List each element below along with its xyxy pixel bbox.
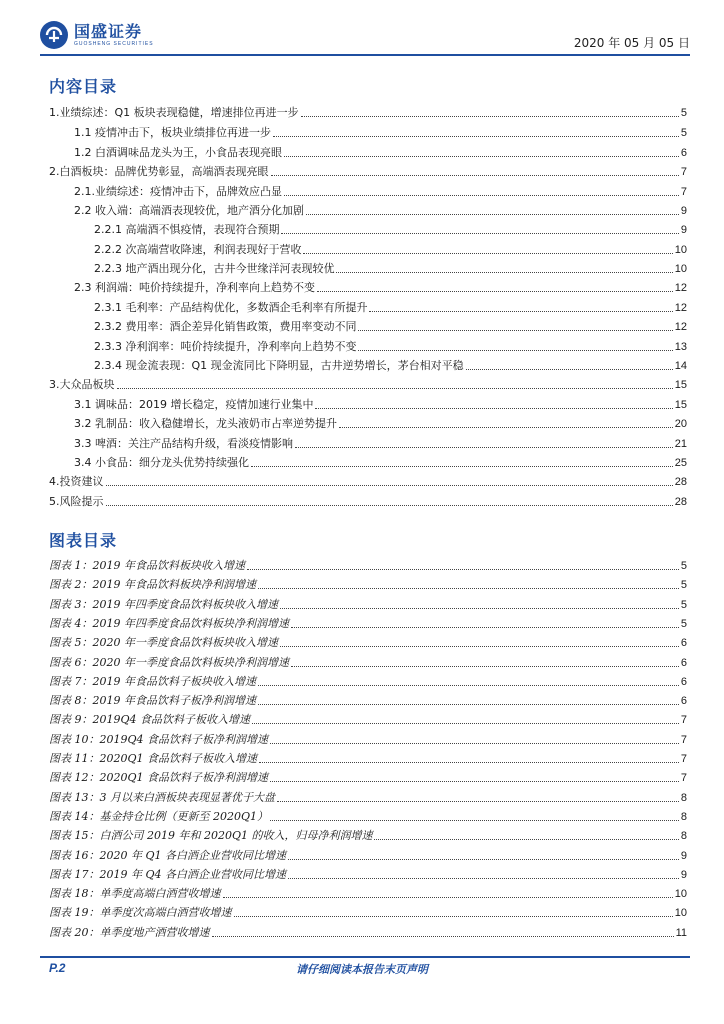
dot-leader xyxy=(281,233,678,234)
figures-entry[interactable] xyxy=(49,654,687,670)
contents-entry[interactable] xyxy=(49,163,687,179)
figures-entry-label: 图表 8：2019 年食品饮料子板净利润增速 xyxy=(49,694,256,708)
figures-entry-page: 10 xyxy=(674,888,687,901)
dot-leader xyxy=(234,916,673,917)
dot-leader xyxy=(339,427,673,428)
dot-leader xyxy=(369,311,672,312)
contents-entry-label: 4.投资建议 xyxy=(49,475,104,488)
contents-entry-label: 2.3.4 现金流表现：Q1 现金流同比下降明显，古井逆势增长，茅台相对平稳 xyxy=(94,359,464,372)
contents-entry[interactable] xyxy=(74,279,687,295)
figures-entry[interactable] xyxy=(49,711,687,727)
contents-entry[interactable] xyxy=(94,357,687,373)
dot-leader xyxy=(223,897,673,898)
figures-entry-label: 图表 15：白酒公司 2019 年和 2020Q1 的收入，归母净利润增速 xyxy=(49,829,373,843)
figures-entry-page: 5 xyxy=(680,598,687,611)
contents-entry-label: 5.风险提示 xyxy=(49,495,104,508)
figures-entry-label: 图表 14：基金持仓比例（更新至 2020Q1） xyxy=(49,809,268,823)
contents-entry[interactable] xyxy=(94,241,687,257)
contents-entry-label: 1.1 疫情冲击下，板块业绩排位再进一步 xyxy=(74,126,271,139)
dot-leader xyxy=(252,723,679,724)
figures-entry[interactable] xyxy=(49,557,687,573)
report-date: 2020 年 05 月 05 日 xyxy=(573,36,690,50)
contents-title: 内容目录 xyxy=(49,77,118,96)
contents-entry-page: 21 xyxy=(674,438,687,450)
contents-entry-page: 6 xyxy=(680,147,687,159)
figures-entry-label: 图表 18：单季度高端白酒营收增速 xyxy=(49,887,221,901)
figures-entry-label: 图表 10：2019Q4 食品饮料子板净利润增速 xyxy=(49,732,268,746)
figures-entry-label: 图表 13：3 月以来白酒板块表现显著优于大盘 xyxy=(49,790,275,804)
dot-leader xyxy=(301,116,679,117)
figures-entry[interactable] xyxy=(49,576,687,592)
dot-leader xyxy=(466,369,673,370)
figures-entry-page: 9 xyxy=(680,868,687,881)
figures-entry[interactable] xyxy=(49,692,687,708)
contents-entry-page: 5 xyxy=(680,127,687,139)
contents-entry-label: 2.3.3 净利润率：吨价持续提升，净利率向上趋势不变 xyxy=(94,340,357,353)
contents-entry-label: 2.3 利润端：吨价持续提升，净利率向上趋势不变 xyxy=(74,281,315,294)
footer-divider xyxy=(40,956,690,958)
dot-leader xyxy=(306,214,679,215)
figures-entry-page: 7 xyxy=(680,714,687,727)
figures-entry[interactable] xyxy=(49,885,687,901)
dot-leader xyxy=(295,447,673,448)
figures-entry[interactable] xyxy=(49,789,687,805)
contents-entry-label: 3.大众品板块 xyxy=(49,378,115,391)
dot-leader xyxy=(271,175,679,176)
contents-entry-label: 2.3.2 费用率：酒企差异化销售政策，费用率变动不同 xyxy=(94,320,357,333)
contents-entry[interactable] xyxy=(74,202,687,218)
dot-leader xyxy=(270,781,679,782)
figures-entry[interactable] xyxy=(49,769,687,785)
figures-entry-page: 6 xyxy=(680,637,687,650)
dot-leader xyxy=(291,666,679,667)
dot-leader xyxy=(358,330,672,331)
figures-entry-label: 图表 12：2020Q1 食品饮料子板净利润增速 xyxy=(49,771,268,785)
figures-entry-page: 8 xyxy=(680,830,687,843)
figures-entry-label: 图表 2：2019 年食品饮料板块净利润增速 xyxy=(49,578,256,592)
contents-entry[interactable] xyxy=(49,104,687,120)
contents-entry-page: 20 xyxy=(674,418,687,430)
figures-entry-page: 9 xyxy=(680,849,687,862)
contents-entry-page: 13 xyxy=(674,341,687,353)
figures-entry-page: 7 xyxy=(680,753,687,765)
figures-entry[interactable] xyxy=(49,827,687,843)
contents-entry-label: 2.2 收入端：高端酒表现较优，地产酒分化加剧 xyxy=(74,204,304,217)
dot-leader xyxy=(374,839,678,840)
figures-entry-label: 图表 3：2019 年四季度食品饮料板块收入增速 xyxy=(49,597,278,611)
dot-leader xyxy=(280,608,679,609)
figures-entry-page: 6 xyxy=(680,656,687,669)
dot-leader xyxy=(317,291,673,292)
contents-entry-page: 25 xyxy=(674,457,687,469)
contents-entry-page: 12 xyxy=(674,282,687,294)
contents-entry-label: 2.3.1 毛利率：产品结构优化，多数酒企毛利率有所提升 xyxy=(94,301,368,314)
contents-entry-page: 12 xyxy=(674,321,687,333)
contents-entry-page: 15 xyxy=(674,399,687,411)
dot-leader xyxy=(284,195,679,196)
contents-entry-page: 15 xyxy=(674,379,687,391)
contents-entry-page: 28 xyxy=(674,476,687,488)
contents-entry[interactable] xyxy=(74,183,687,199)
figures-entry-label: 图表 6：2020 年一季度食品饮料板块净利润增速 xyxy=(49,655,289,669)
figures-entry-page: 6 xyxy=(680,695,687,708)
dot-leader xyxy=(258,704,679,705)
contents-entry-label: 1.业绩综述：Q1 板块表现稳健，增速排位再进一步 xyxy=(49,106,299,119)
contents-entry-label: 3.2 乳制品：收入稳健增长，龙头液奶市占率逆势提升 xyxy=(74,417,337,430)
figures-entry-page: 6 xyxy=(680,675,687,688)
dot-leader xyxy=(273,136,679,137)
contents-entry-label: 3.1 调味品：2019 增长稳定，疫情加速行业集中 xyxy=(74,398,314,411)
dot-leader xyxy=(258,685,679,686)
disclaimer-notice: 请仔细阅读本报告末页声明 xyxy=(296,963,428,976)
contents-entry-label: 2.2.1 高端酒不惧疫情，表现符合预期 xyxy=(94,223,280,236)
contents-entry-page: 10 xyxy=(674,263,687,275)
contents-entry-label: 2.1.业绩综述：疫情冲击下，品牌效应凸显 xyxy=(74,185,282,198)
contents-entry-page: 7 xyxy=(680,166,687,178)
contents-entry[interactable] xyxy=(94,299,687,315)
dot-leader xyxy=(259,762,679,763)
figures-entry-page: 5 xyxy=(680,560,687,572)
figures-entry-label: 图表 16：2020 年 Q1 各白酒企业营收同比增速 xyxy=(49,848,286,862)
dot-leader xyxy=(106,485,673,486)
contents-entry-label: 2.2.2 次高端营收降速，利润表现好于营收 xyxy=(94,243,302,256)
figures-entry-label: 图表 4：2019 年四季度食品饮料板块净利润增速 xyxy=(49,616,289,630)
contents-entry-label: 1.2 白酒调味品龙头为王，小食品表现亮眼 xyxy=(74,146,282,159)
contents-entry[interactable] xyxy=(74,435,687,451)
page-number: P.2 xyxy=(49,961,66,975)
dot-leader xyxy=(336,272,672,273)
dot-leader xyxy=(270,820,679,821)
dot-leader xyxy=(247,569,679,570)
contents-entry-label: 2.白酒板块：品牌优势彰显，高端酒表现亮眼 xyxy=(49,165,269,178)
contents-entry[interactable] xyxy=(74,454,687,470)
contents-entry-page: 28 xyxy=(674,496,687,508)
figures-entry[interactable] xyxy=(49,808,687,824)
figures-entry-label: 图表 7：2019 年食品饮料子板块收入增速 xyxy=(49,674,256,688)
figures-entry-page: 8 xyxy=(680,791,687,804)
contents-entry-label: 3.4 小食品：细分龙头优势持续强化 xyxy=(74,456,249,469)
contents-entry[interactable] xyxy=(94,338,687,354)
figures-entry[interactable] xyxy=(49,634,687,650)
logo-icon xyxy=(40,21,68,49)
figures-entry-page: 7 xyxy=(680,733,687,746)
figures-entry-page: 5 xyxy=(680,579,687,592)
figures-entry-page: 7 xyxy=(680,772,687,785)
dot-leader xyxy=(280,646,679,647)
figures-entry-label: 图表 11：2020Q1 食品饮料子板收入增速 xyxy=(49,752,257,765)
figures-entry[interactable] xyxy=(49,904,687,920)
dot-leader xyxy=(288,878,679,879)
dot-leader xyxy=(270,743,679,744)
contents-entry-label: 3.3 啤酒：关注产品结构升级，看淡疫情影响 xyxy=(74,437,293,450)
contents-entry-page: 5 xyxy=(680,107,687,119)
figures-entry-page: 5 xyxy=(680,617,687,630)
dot-leader xyxy=(284,156,679,157)
logo-english-name: GUOSHENG SECURITIES xyxy=(74,40,154,47)
contents-entry[interactable] xyxy=(94,318,687,334)
contents-entry[interactable] xyxy=(94,260,687,276)
logo-chinese-name: 国盛证券 xyxy=(74,21,143,41)
figures-entry[interactable] xyxy=(49,596,687,612)
contents-entry[interactable] xyxy=(49,493,687,509)
figures-entry[interactable] xyxy=(49,924,687,940)
dot-leader xyxy=(117,388,673,389)
dot-leader xyxy=(106,505,673,506)
contents-entry-label: 2.2.3 地产酒出现分化，古井今世缘洋河表现较优 xyxy=(94,262,335,275)
figures-title: 图表目录 xyxy=(49,531,118,550)
figures-entry-page: 8 xyxy=(680,810,687,823)
contents-entry-page: 12 xyxy=(674,302,687,314)
contents-entry[interactable] xyxy=(74,124,687,140)
dot-leader xyxy=(315,408,672,409)
figures-entry-label: 图表 20：单季度地产酒营收增速 xyxy=(49,925,210,939)
figures-entry[interactable] xyxy=(49,750,687,766)
figures-entry-label: 图表 19：单季度次高端白酒营收增速 xyxy=(49,906,232,920)
figures-entry[interactable] xyxy=(49,866,687,882)
contents-entry-page: 14 xyxy=(674,360,687,372)
contents-entry-page: 10 xyxy=(674,244,687,256)
header-divider xyxy=(40,54,690,56)
dot-leader xyxy=(358,350,672,351)
contents-entry-page: 9 xyxy=(680,224,687,236)
figures-entry[interactable] xyxy=(49,847,687,863)
dot-leader xyxy=(291,627,679,628)
contents-entry[interactable] xyxy=(49,473,687,489)
contents-entry[interactable] xyxy=(74,396,687,412)
dot-leader xyxy=(303,253,672,254)
page-header xyxy=(40,18,690,52)
dot-leader xyxy=(288,859,679,860)
dot-leader xyxy=(277,801,679,802)
figures-entry[interactable] xyxy=(49,615,687,631)
contents-entry[interactable] xyxy=(49,376,687,392)
figures-entry-label: 图表 5：2020 年一季度食品饮料板块收入增速 xyxy=(49,636,278,650)
dot-leader xyxy=(251,466,673,467)
figures-entry-label: 图表 17：2019 年 Q4 各白酒企业营收同比增速 xyxy=(49,867,286,881)
figures-entry-page: 11 xyxy=(675,926,687,939)
figures-entry[interactable] xyxy=(49,673,687,689)
figures-entry-label: 图表 9：2019Q4 食品饮料子板收入增速 xyxy=(49,713,251,727)
figures-entry-page: 10 xyxy=(674,907,687,920)
company-logo xyxy=(40,18,154,52)
dot-leader xyxy=(258,588,679,589)
figures-entry-label: 图表 1：2019 年食品饮料板块收入增速 xyxy=(49,559,245,572)
contents-entry[interactable] xyxy=(74,415,687,431)
contents-entry-page: 7 xyxy=(680,186,687,198)
figures-entry[interactable] xyxy=(49,731,687,747)
contents-entry[interactable] xyxy=(74,144,687,160)
contents-entry-page: 9 xyxy=(680,205,687,217)
dot-leader xyxy=(212,936,674,937)
contents-entry[interactable] xyxy=(94,221,687,237)
